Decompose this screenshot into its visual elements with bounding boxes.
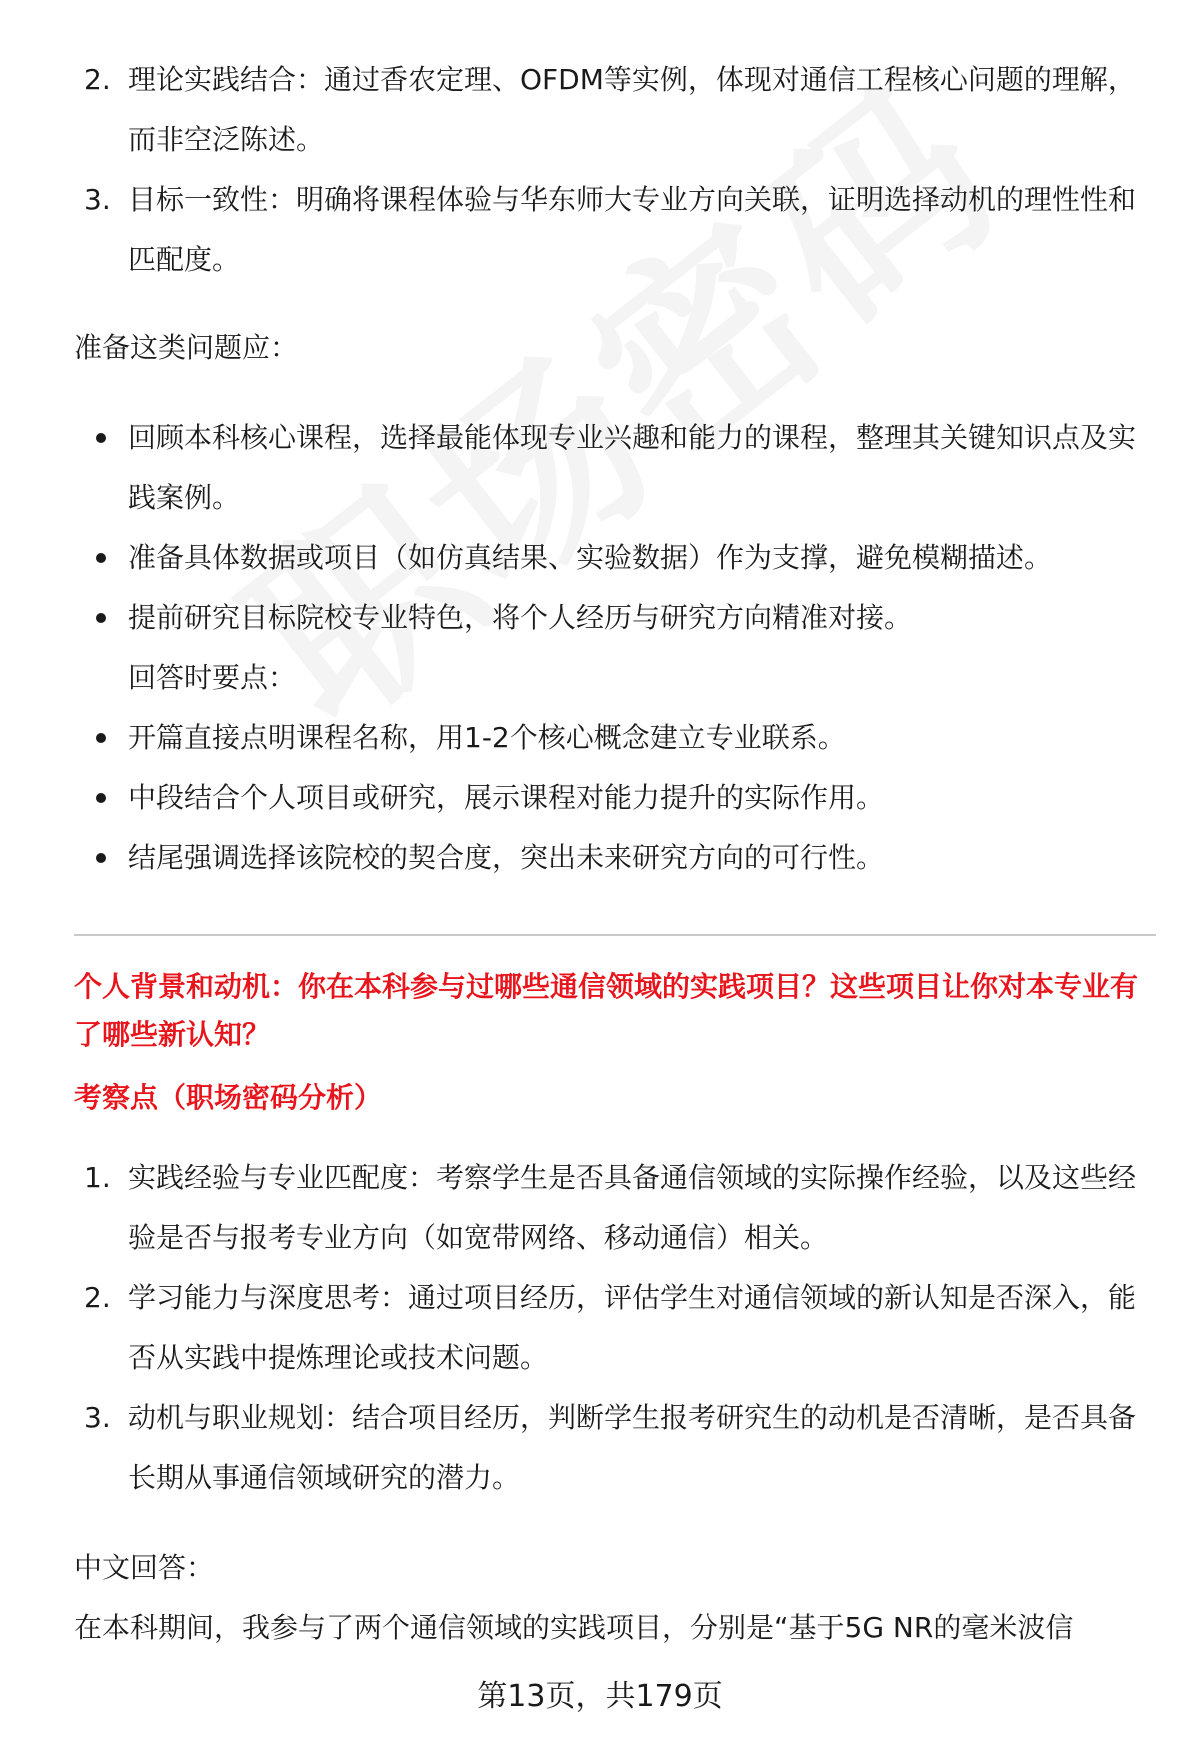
list-number: 2. [84, 63, 111, 96]
bullet-text: 准备具体数据或项目（如仿真结果、实验数据）作为支撑，避免模糊描述。 [128, 541, 1053, 574]
bullet-dot [96, 553, 106, 563]
page-footer: 第13页，共179页 [477, 1679, 723, 1714]
bullet-dot [96, 853, 106, 863]
list-item-text: 学习能力与深度思考：通过项目经历，评估学生对通信领域的新认知是否深入，能否从实践中提炼理论或技术问题。 [128, 1281, 1137, 1374]
bullet-item [96, 768, 1146, 828]
answer-label: 中文回答： [74, 1551, 215, 1584]
list-number: 1. [84, 1161, 111, 1194]
bullet-dot [96, 433, 106, 443]
list-item [84, 170, 1144, 290]
bullet-item [96, 708, 1146, 768]
section-divider [74, 934, 1156, 936]
bullet-text: 开篇直接点明课程名称，用1-2个核心概念建立专业联系。 [128, 721, 846, 754]
prep-label: 准备这类问题应： [74, 331, 299, 364]
list-number: 2. [84, 1281, 111, 1314]
bullet-dot [96, 793, 106, 803]
list-item-text: 动机与职业规划：结合项目经历，判断学生报考研究生的动机是否清晰，是否具备长期从事通信领域研究的潜力。 [128, 1401, 1137, 1494]
bullet-text: 中段结合个人项目或研究，展示课程对能力提升的实际作用。 [128, 781, 885, 814]
bullet-dot [96, 733, 106, 743]
list-item [84, 1148, 1144, 1268]
answer-text: 在本科期间，我参与了两个通信领域的实践项目，分别是“基于5G NR的毫米波信 [74, 1611, 1074, 1644]
list-item-text: 实践经验与专业匹配度：考察学生是否具备通信领域的实际操作经验，以及这些经验是否与报考专业方向（如宽带网络、移动通信）相关。 [128, 1161, 1137, 1254]
analysis-heading: 考察点（职场密码分析） [74, 1081, 383, 1114]
bullet-text: 结尾强调选择该院校的契合度，突出未来研究方向的可行性。 [128, 841, 885, 874]
question-heading: 个人背景和动机：你在本科参与过哪些通信领域的实践项目？这些项目让你对本专业有了哪些新认知？ [74, 970, 1139, 1051]
bullet-item [96, 588, 1146, 648]
list-item [84, 1388, 1144, 1508]
list-item-text: 目标一致性：明确将课程体验与华东师大专业方向关联，证明选择动机的理性性和匹配度。 [128, 183, 1137, 276]
answer-tips-label: 回答时要点： [128, 661, 297, 694]
list-number: 3. [84, 1401, 111, 1434]
list-item [84, 50, 1144, 170]
bullet-item [96, 528, 1146, 588]
list-number: 3. [84, 183, 111, 216]
bullet-item [96, 408, 1146, 528]
bullet-text: 回顾本科核心课程，选择最能体现专业兴趣和能力的课程，整理其关键知识点及实践案例。 [128, 421, 1137, 514]
bullet-dot [96, 613, 106, 623]
list-item [84, 1268, 1144, 1388]
bullet-text: 提前研究目标院校专业特色，将个人经历与研究方向精准对接。 [128, 601, 913, 634]
bullet-item [96, 828, 1146, 888]
list-item-text: 理论实践结合：通过香农定理、OFDM等实例，体现对通信工程核心问题的理解，而非空泛陈述。 [128, 63, 1136, 156]
